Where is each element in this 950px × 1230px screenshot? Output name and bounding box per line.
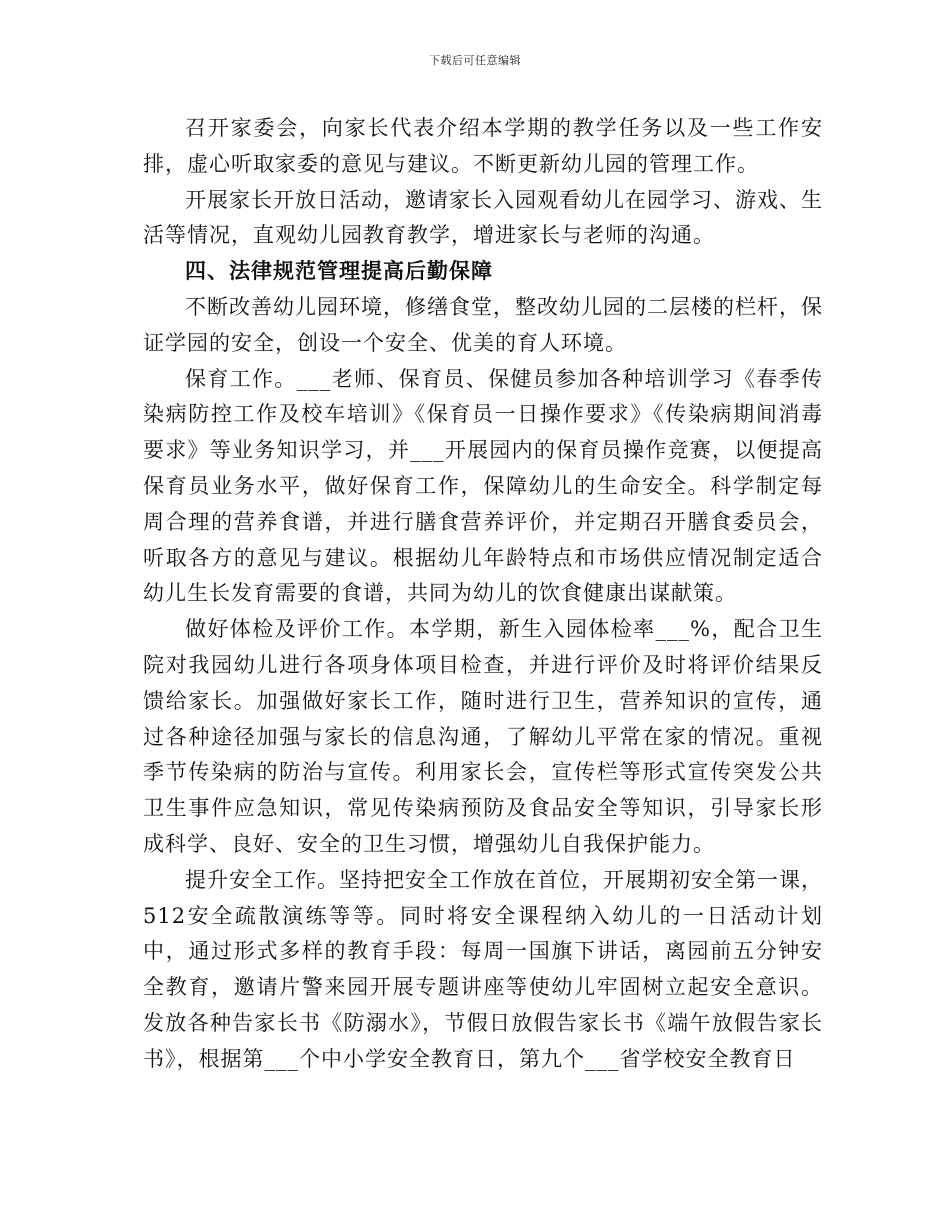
paragraph-parent-committee: 召开家委会，向家长代表介绍本学期的教学任务以及一些工作安排，虚心听取家委的意见与建议。不断更新幼儿园的管理工作。 [143,116,823,176]
page-header-note: 下载后可任意编辑 [429,54,521,67]
document-body [143,111,823,1078]
paragraph-childcare: 保育工作。___老师、保育员、保健员参加各种培训学习《春季传染病防控工作及校车培训》《保育员一日操作要求》《传染病期间消毒要求》等业务知识学习，并___开展园内的保育员操作竞赛，以便提高保育员业务水平，做好保育工作，保障幼儿的生命安全。科学制定每周合理的营养食谱，并进行膳食营养评价，并定期召开膳食委员会，听取各方的意见与建议。根据幼儿年龄特点和市场供应情况制定适合幼儿生长发育需要的食谱，共同为幼儿的饮食健康出谋献策。 [143,366,823,606]
paragraph-open-day: 开展家长开放日活动，邀请家长入园观看幼儿在园学习、游戏、生活等情况，直观幼儿园教育教学，增进家长与老师的沟通。 [143,187,823,248]
paragraph-safety: 提升安全工作。坚持把安全工作放在首位，开展期初安全第一课，512安全疏散演练等等。同时将安全课程纳入幼儿的一日活动计划中，通过形式多样的教育手段：每周一国旗下讲话，离园前五分钟安全教育，邀请片警来园开展专题讲座等使幼儿牢固树立起安全意识。发放各种告家长书《防溺水》，节假日放假告家长书《端午放假告家长书》，根据第___个中小学安全教育日，第九个___省学校安全教育日 [143,867,823,1071]
paragraph-health-check: 做好体检及评价工作。本学期，新生入园体检率___%，配合卫生院对我园幼儿进行各项身体项目检查，并进行评价及时将评价结果反馈给家长。加强做好家长工作，随时进行卫生，营养知识的宣传，通过各种途径加强与家长的信息沟通，了解幼儿平常在家的情况。重视季节传染病的防治与宣传。利用家长会，宣传栏等形式宣传突发公共卫生事件应急知识，常见传染病预防及食品安全等知识，引导家长形成科学、良好、安全的卫生习惯，增强幼儿自我保护能力。 [143,617,823,856]
section-heading: 四、法律规范管理提高后勤保障 [185,259,493,284]
paragraph-environment: 不断改善幼儿园环境，修缮食堂，整改幼儿园的二层楼的栏杆，保证学园的安全，创设一个安全、优美的育人环境。 [143,294,823,355]
